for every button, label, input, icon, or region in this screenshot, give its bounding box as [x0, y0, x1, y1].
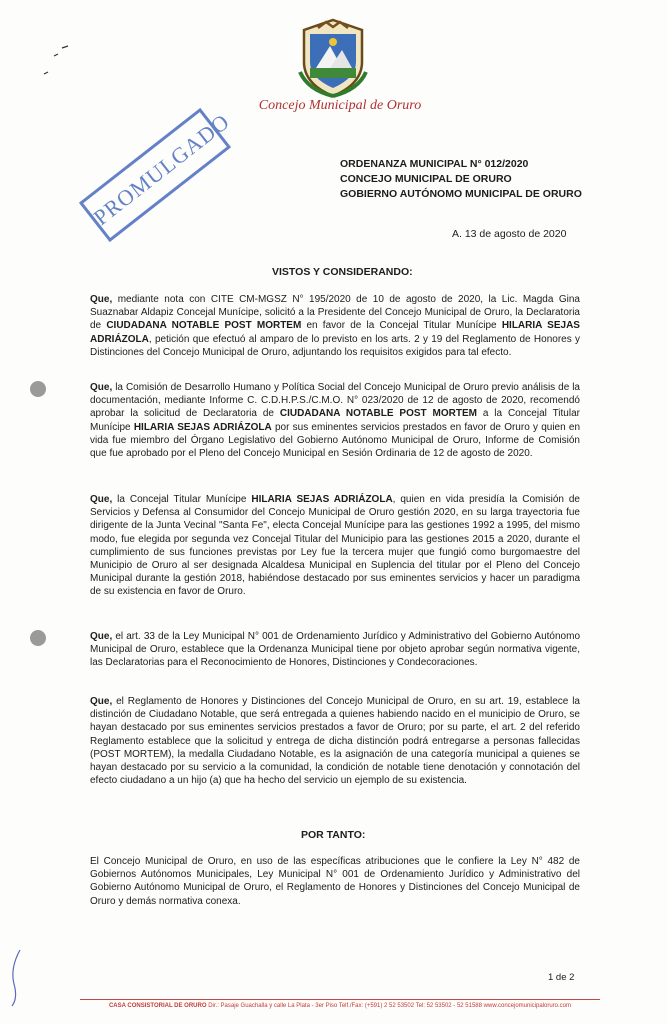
margin-signature-mark — [6, 948, 26, 1008]
paragraph-bold: CIUDADANA NOTABLE POST MORTEM — [106, 320, 302, 332]
paragraph-lead: Que, — [90, 696, 113, 707]
paragraph-bold: CIUDADANA NOTABLE POST MORTEM — [279, 408, 477, 420]
punch-hole — [30, 381, 46, 397]
page-number: 1 de 2 — [548, 972, 575, 983]
paragraph-lead: Que, — [90, 382, 113, 393]
paragraph-bold: HILARIA SEJAS ADRIÁZOLA — [251, 494, 393, 505]
paragraph-text: a la Concejal Titular Munícipe — [90, 408, 580, 433]
paragraph-text: la Comisión de Desarrollo Humano y Política Social del Concejo Municipal de Oruro previo análisis de la documentación, mediante Informe C. C.D.H.P.S./C.M.O. N° 023/2020 de 12 de agosto de 2020, recomendó aprobar la solicitud de Declaratoria de — [90, 382, 580, 420]
paragraph-bold: HILARIA SEJAS ADRIÁZOLA — [133, 421, 272, 433]
header-line-ordinance: ORDENANZA MUNICIPAL N° 012/2020 — [340, 158, 529, 170]
municipal-crest-icon — [296, 18, 370, 98]
paragraph-text: el Reglamento de Honores y Distinciones del Concejo Municipal de Oruro, en su art. 19, establece la distinción de Ciudadano Notable, que será entregada a quienes habiendo nacido en el municipio de Oruro, se hayan destacado por sus eminentes servicios prestados a favor de Oruro; por su parte, el art. 2 del referido Reglamento establece que la solicitud y entrega de dicha distinción podrá entregarse a personas fallecidas (POST MORTEM), la medalla Ciudadano Notable, es la asignación de una categoría municipal a quienes se hayan destacado por su servicio a la comunidad, la condición de notable tiene denotación y connotación del efecto ciudadano a un hijo (a) que ha hecho del servicio un ejemplo de su existencia. — [90, 696, 580, 787]
paragraph-text: por sus eminentes servicios prestados en favor de Oruro y quien en vida fue miembro del Órgano Legislativo del Gobierno Autónomo Municipal de Oruro, Informe de Comisión que fue aprobado por el Pleno del Concejo Municipal en Sesión Ordinaria de 12 de agosto de 2020. — [90, 421, 581, 460]
ordinance-header — [340, 157, 582, 202]
paragraph-text: , petición que efectuó al amparo de lo previsto en los arts. 2 y 19 del Reglamento de Honores y Distinciones del Concejo Municipal de Oruro, adjuntando los requisitos exigidos para tal efecto. — [90, 333, 580, 358]
considerando-paragraph-1 — [90, 293, 580, 359]
section-title-por-tanto: POR TANTO: — [301, 829, 366, 841]
footer-address — [70, 1003, 610, 1009]
paragraph-text: en favor de la Concejal Titular Munícipe — [301, 320, 502, 332]
paragraph-text: el art. 33 de la Ley Municipal N° 001 de Ordenamiento Jurídico y Administrativo del Gobierno Autónomo Municipal de Oruro, establece que la Ordenanza Municipal tiene por objeto aprobar según normativa vigente, las Declaratorias para el Reconocimiento de Honores, Distinciones y Condecoraciones. — [90, 631, 580, 669]
header-line-government: GOBIERNO AUTÓNOMO MUNICIPAL DE ORURO — [340, 188, 582, 200]
section-title-vistos: VISTOS Y CONSIDERANDO: — [272, 266, 413, 278]
considerando-paragraph-4 — [90, 630, 580, 670]
por-tanto-paragraph: El Concejo Municipal de Oruro, en uso de las específicas atribuciones que le confiere la Ley N° 482 de Gobiernos Autónomos Municipales, Ley Municipal N° 001 de Ordenamiento Jurídico y Administrativo del Gobierno Autónomo Municipal de Oruro, el Reglamento de Honores y Distinciones del Concejo Municipal de Oruro y demás normativa conexa. — [90, 856, 580, 907]
footer-text: Dir.: Pasaje Guachalla y calle La Plata - 3er Piso Telf./Fax: (+591) 2 52 53502 Tel: 52 53502 - 52 51588 www.concejomunicipaloruro.com — [206, 1003, 572, 1009]
footer-divider — [80, 999, 600, 1000]
promulgado-stamp: PROMULGADO — [79, 108, 231, 242]
document-date: A. 13 de agosto de 2020 — [452, 228, 567, 240]
paragraph-lead: Que, — [90, 294, 113, 305]
paragraph-text: mediante nota con CITE CM-MGSZ N° 195/2020 de 10 de agosto de 2020, la Lic. Magda Gina Suaznabar Aldapiz Concejal Munícipe, solicitó a la Presidente del Concejo Municipal de Oruro, la Declaratoria de — [90, 294, 580, 332]
considerando-paragraph-2 — [90, 381, 580, 460]
header-line-council: CONCEJO MUNICIPAL DE ORURO — [340, 173, 512, 185]
considerando-paragraph-3 — [90, 493, 580, 599]
paragraph-lead: Que, — [90, 494, 113, 505]
footer-bold: CASA CONSISTORIAL DE ORURO — [108, 1003, 207, 1009]
punch-hole — [30, 630, 46, 646]
council-logo-text: Concejo Municipal de Oruro — [258, 98, 422, 113]
paragraph-bold: HILARIA SEJAS ADRIÁZOLA — [90, 320, 580, 345]
paragraph-text: la Concejal Titular Munícipe — [112, 494, 252, 505]
considerando-paragraph-5 — [90, 695, 580, 787]
paragraph-lead: Que, — [90, 631, 113, 642]
paragraph-text: , quien en vida presidía la Comisión de Servicios y Defensa al Consumidor del Concejo Municipal de Oruro gestión 2020, en su larga trayectoria fue dirigente de la Junta Vecinal "Santa Fe", electa Concejal Munícipe para las gestiones 1992 a 1995, del mismo modo, fue elegida por segunda vez Concejal Titular del Municipio para las gestiones 2015 a 2020, durante el cumplimiento de sus funciones previstas por Ley fue la tercera mujer que fungió como burgomaestre del Municipio de Oruro al ser designada Alcaldesa Municipal en Suplencia del titular por el Pleno del Concejo Municipal durante la gestión 2018, habiéndose destacado por sus eminentes servicios y hacer un paradigma de su existencia en favor de Oruro. — [90, 494, 580, 598]
pen-marks — [40, 40, 80, 80]
